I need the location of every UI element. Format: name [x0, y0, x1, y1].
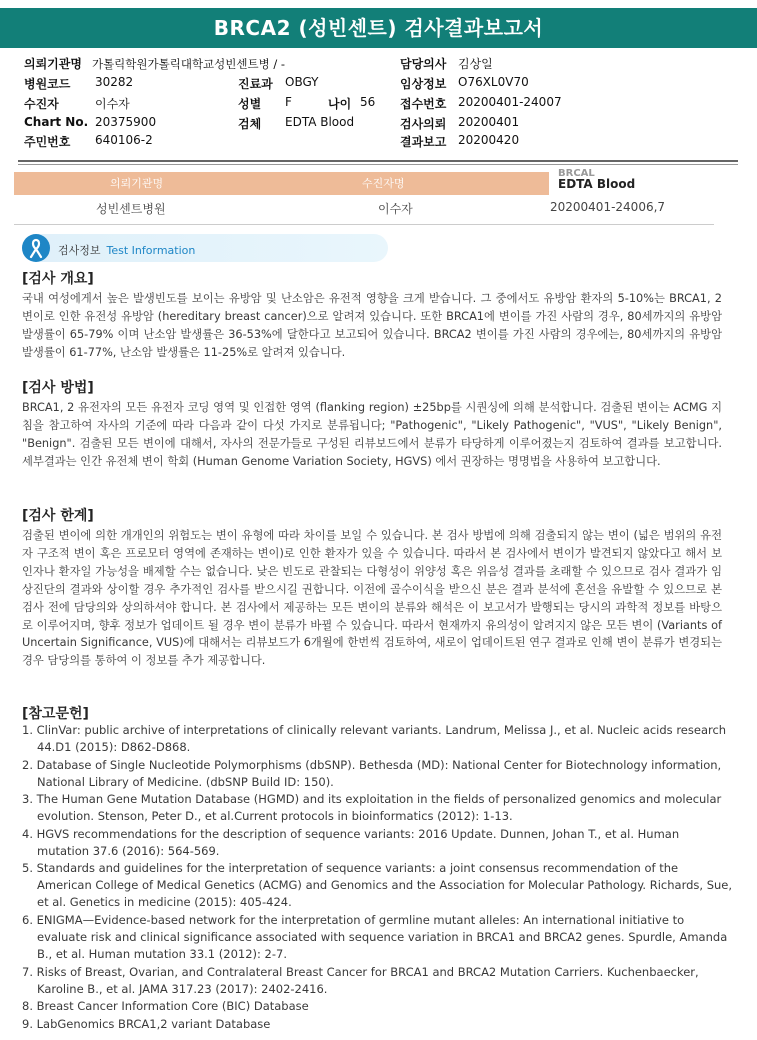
accession-value: 20200401-24007: [458, 95, 562, 109]
report-date-value: 20200420: [458, 133, 520, 147]
overview-heading: [검사 개요]: [22, 271, 94, 287]
test-info-title: [58, 242, 195, 258]
inner-number: 20200401-24006,7: [550, 200, 666, 214]
dept-label: 진료과: [238, 77, 273, 91]
specimen-value: EDTA Blood: [285, 115, 355, 129]
age-value: 56: [360, 95, 376, 109]
doctor-label: 담당의사: [400, 57, 447, 71]
test-info-en: Test Information: [106, 244, 196, 257]
age-label: 나이: [328, 97, 352, 111]
sex-label: 성별: [238, 97, 262, 111]
inner-table-line: [14, 224, 714, 225]
hospital-code-value: 30282: [95, 75, 134, 89]
inner-col-patient: 수진자명: [362, 177, 405, 190]
chart-no-label: Chart No.: [24, 115, 89, 129]
report-date-label: 결과보고: [400, 135, 447, 149]
overview-text: 국내 여성에게서 높은 발생빈도를 보이는 유방암 및 난소암은 유전적 영향을 크게 받습니다. 그 중에서도 유방암 환자의 5-10%는 BRCA1, 2 변이로 인한 유전성 유방암 (hereditary breast cancer)으로 알려져 있습니다. 또한 BRCA1에 변이를 가진 사람의 경우, 80세까지의 유방암 발생률이 65-79% 이며 난소암 발생률은 36-53%에 달한다고 보고되어 있습니다. BRCA2 변이를 가진 사람의 경우에는, 80세까지의 유방암 발생률이 61-77%, 난소암 발생률은 11-25%로 알려져 있습니다.: [22, 292, 722, 359]
reference-item: 1. ClinVar: public archive of interpretations of clinically relevant variants. Landrum, Melissa J., et al. Nucleic acids research 44.D1 (2015): D862-D868.: [22, 723, 727, 754]
dept-value: OBGY: [285, 75, 319, 89]
specimen-label: 검체: [238, 117, 262, 131]
inner-patient: 이수자: [378, 202, 413, 216]
chart-no-value: 20375900: [95, 115, 157, 129]
req-org-field: [24, 55, 285, 72]
ribbon-icon: [22, 234, 50, 262]
method-heading: [검사 방법]: [22, 380, 94, 396]
clinical-value: O76XL0V70: [458, 75, 529, 89]
patient-label: 수진자: [24, 97, 59, 111]
patient-value: 이수자: [95, 97, 130, 111]
doctor-value: 김상일: [458, 57, 493, 71]
resident-no-value: 640106-2: [95, 133, 153, 147]
header-divider: [18, 160, 738, 162]
inner-col-org: 의뢰기관명: [110, 177, 164, 190]
request-date-value: 20200401: [458, 115, 520, 129]
report-title: BRCA2 (성빈센트) 검사결과보고서: [0, 8, 757, 48]
limits-heading: [검사 한계]: [22, 508, 94, 524]
accession-label: 접수번호: [400, 97, 447, 111]
inner-table-header: [14, 172, 549, 195]
reference-item: 5. Standards and guidelines for the interpretation of sequence variants: a joint consensus recommendation of the American College of Medical Genetics (ACMG) and Genomics and the Association for Molecular Pathology. Richards, Sue, et al. Genetics in medicine (2015): 405-424.: [22, 861, 733, 910]
hospital-code-field: [24, 75, 70, 92]
inner-ghost-text: BRCAL: [558, 168, 595, 179]
references-heading: [참고문헌]: [22, 706, 89, 722]
clinical-label: 임상정보: [400, 77, 447, 91]
reference-item: 2. Database of Single Nucleotide Polymorphisms (dbSNP). Bethesda (MD): National Center for Biotechnology information, National Library of Medicine. (dbSNP Build ID: 150).: [22, 757, 722, 789]
test-info-ko: 검사정보: [58, 244, 101, 257]
reference-item: 4. HGVS recommendations for the description of sequence variants: 2016 Update. Dunnen, Johan T., et al. Human mutation 37.6 (2016): 564-569.: [22, 826, 680, 858]
header-divider-thin: [18, 164, 738, 165]
reference-item: 8. Breast Cancer Information Core (BIC) Database: [22, 999, 309, 1014]
sex-value: F: [285, 95, 292, 109]
reference-item: 7. Risks of Breast, Ovarian, and Contralateral Breast Cancer for BRCA1 and BRCA2 Mutation Carriers. Kuchenbaecker, Karoline B., et al. JAMA 317.23 (2017): 2402-2416.: [22, 964, 699, 996]
hospital-code-label: 병원코드: [24, 77, 71, 91]
method-text: BRCA1, 2 유전자의 모든 유전자 코딩 영역 및 인접한 영역 (flanking region) ±25bp를 시퀀싱에 의해 분석합니다. 검출된 변이는 ACMG 지침을 참고하여 자사의 기준에 따라 다음과 같이 다섯 가지로 분류됩니다; "Pathogenic", "Likely Pathogenic", "VUS", "Likely Benign", "Benign". 검출된 모든 변이에 대해서, 자사의 전문가들로 구성된 리뷰보드에서 분류가 타당하게 이루어졌는지 검토하여 결과를 보고합니다. 세부결과는 인간 유전체 변이 학회 (Human Genome Variation Society, HGVS) 에서 권장하는 명명법을 사용하여 보고합니다.: [22, 401, 722, 468]
limits-text: 검출된 변이에 의한 개개인의 위험도는 변이 유형에 따라 차이를 보일 수 있습니다. 본 검사 방법에 의해 검출되지 않는 변이 (넓은 범위의 유전자 구조적 변이 혹은 프로모터 영역에 존재하는 변이)로 인한 환자가 있을 수 있습니다. 따라서 본 검사에서 변이가 발견되지 않았다고 해서 보인자나 환자일 가능성을 배제할 수는 없습니다. 낮은 빈도로 관찰되는 다형성이 위양성 혹은 위음성 결과를 초래할 수 있으므로 검사 결과가 임상진단의 결과와 상이할 경우 추가적인 검사를 받으시길 권합니다. 이전에 골수이식을 받으신 분은 결과 분석에 혼선을 유발할 수 있으므로 본 검사 전에 담당의와 상의하셔야 합니다. 본 검사에서 제공하는 모든 변이의 분류와 해석은 이 보고서가 발행되는 당시의 과학적 정보를 바탕으로 이루어지며, 향후 정보가 업데이트 될 경우 변이 분류가 바뀔 수 있습니다. 따라서 현재까지 유의성이 알려지지 않은 모든 변이 (Variants of Uncertain Significance, VUS)에 대해서는 리뷰보드가 6개월에 한번씩 검토하여, 새로이 업데이트된 연구 결과로 인해 변이 분류가 변경되는 경우 담당의를 통하여 이 정보를 추가 제공합니다.: [22, 529, 722, 668]
resident-no-label: 주민번호: [24, 135, 71, 149]
reference-item: 9. LabGenomics BRCA1,2 variant Database: [22, 1016, 271, 1031]
reference-item: 3. The Human Gene Mutation Database (HGMD) and its exploitation in the fields of personalized genomics and molecular evolution. Stenson, Peter D., et al.Current protocols in bioinformatics (2012): 1-13.: [22, 792, 722, 824]
inner-specimen: EDTA Blood: [558, 177, 636, 191]
req-org-value: 가톨릭학원가톨릭대학교성빈센트병 / -: [91, 57, 286, 71]
reference-item: 6. ENIGMA—Evidence-based network for the interpretation of germline mutant alleles: An international initiative to evaluate risk and clinical significance associated with sequence variation in BRCA1 and BRCA2 genes. Spurdle, Amanda B., et al. Human mutation 33.1 (2012): 2-7.: [22, 912, 728, 961]
inner-hospital: 성빈센트병원: [96, 202, 166, 216]
references-list: [22, 722, 734, 1033]
request-date-label: 검사의뢰: [400, 117, 447, 131]
req-org-label: 의뢰기관명: [24, 57, 82, 71]
